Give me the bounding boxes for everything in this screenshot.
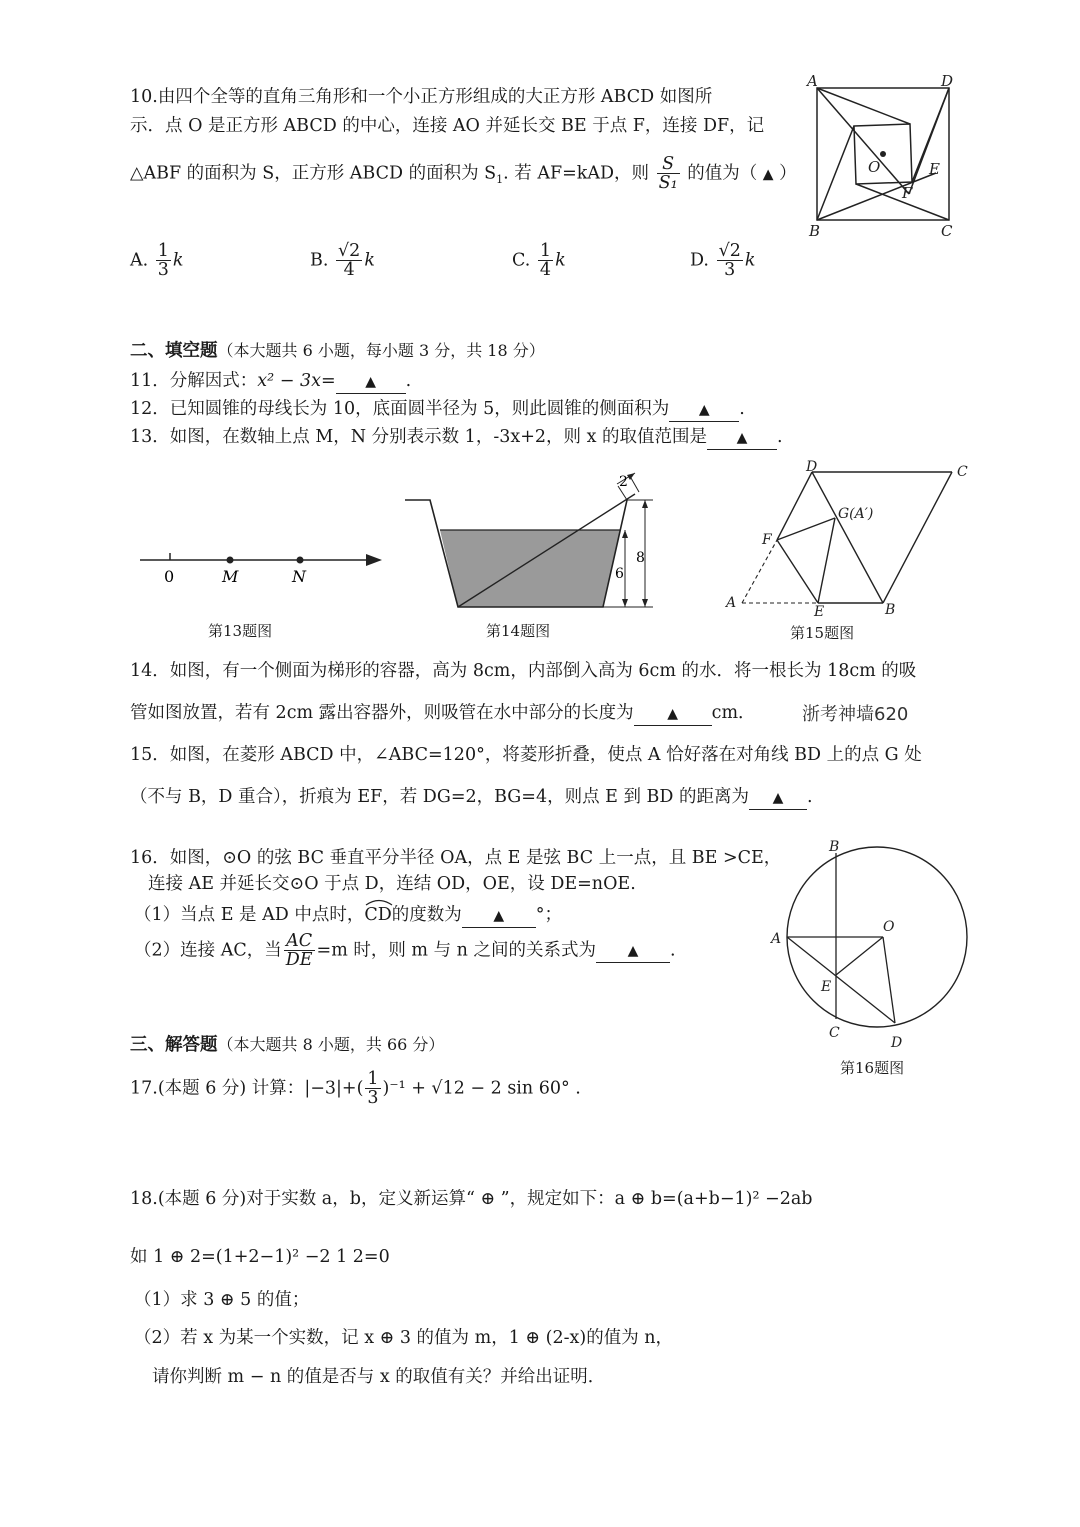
dashed-af bbox=[742, 540, 777, 603]
q11-prefix: 11．分解因式： bbox=[130, 371, 258, 391]
q18-line4: （2）若 x 为某一个实数，记 x ⊕ 3 的值为 m，1 ⊕ (2-x)的值为 n， bbox=[134, 1328, 674, 1348]
side-cb bbox=[883, 472, 952, 603]
q10-line3d: ） bbox=[779, 163, 797, 184]
option-label: A. bbox=[130, 250, 149, 271]
q15-line1: 15．如图，在菱形 ABCD 中，∠ABC=120°，将菱形折叠，使点 A 恰好落在对角线 BD 上的点 G 处 bbox=[130, 745, 922, 765]
q18-line3: （1）求 3 ⊕ 5 的值； bbox=[134, 1290, 310, 1310]
section2-title: 二、填空题 bbox=[130, 341, 218, 361]
fig13-caption: 第13题图 bbox=[208, 622, 273, 640]
q13-end: . bbox=[777, 427, 783, 447]
fig13-number-line bbox=[130, 540, 390, 590]
q17-frac-den: 3 bbox=[367, 1088, 379, 1109]
q18-line2: 如 1 ⊕ 2=(1+2−1)² −2 1 2=0 bbox=[130, 1247, 390, 1267]
tri-line-1 bbox=[817, 88, 910, 124]
q17-frac-num: 1 bbox=[367, 1069, 379, 1089]
label-b: B bbox=[829, 839, 840, 855]
q10-line3b: . 若 AF=kAD，则 bbox=[503, 163, 650, 184]
arrow-up-icon bbox=[622, 530, 628, 538]
q10-line2: 示．点 O 是正方形 ABCD 的中心，连接 AO 并延长交 BE 于点 F，连接 DF，记 bbox=[130, 116, 765, 136]
label-o: O bbox=[883, 919, 895, 935]
q10-option-c bbox=[512, 242, 566, 280]
label-a: A bbox=[771, 931, 782, 947]
q18-line1: 18.(本题 6 分)对于实数 a，b，定义新运算“ ⊕ ”，规定如下：a ⊕ b=(a+b−1)² −2ab bbox=[130, 1189, 813, 1209]
tri-line-4 bbox=[817, 126, 854, 220]
fig14-caption: 第14题图 bbox=[486, 622, 551, 640]
frac-num: 1 bbox=[157, 241, 169, 261]
label-zero: 0 bbox=[164, 567, 175, 586]
q17-fraction bbox=[365, 1070, 380, 1108]
q10-option-a bbox=[130, 242, 184, 280]
label-eight: 8 bbox=[636, 550, 645, 566]
option-tail: k bbox=[172, 250, 184, 271]
label-a: A bbox=[726, 595, 737, 611]
fig16-caption: 第16题图 bbox=[840, 1059, 905, 1077]
q16-line2: 连接 AE 并延长交⊙O 于点 D，连结 OD，OE，设 DE=nOE. bbox=[148, 874, 636, 894]
label-e: E bbox=[821, 979, 832, 995]
water-area bbox=[440, 530, 620, 607]
label-e: E bbox=[929, 160, 940, 178]
q14-blank bbox=[634, 702, 712, 726]
label-f: F bbox=[902, 184, 913, 202]
q12-end: . bbox=[739, 399, 745, 419]
q10-line1: 10.由四个全等的直角三角形和一个小正方形组成的大正方形 ABCD 如图所 bbox=[130, 87, 713, 107]
fig14-container bbox=[405, 470, 670, 615]
fig15-caption: 第15题图 bbox=[790, 624, 855, 642]
q16-end: . bbox=[669, 940, 676, 961]
q14-line2 bbox=[130, 702, 756, 726]
frac-den: 4 bbox=[539, 260, 552, 281]
section2-heading bbox=[130, 340, 545, 363]
q16-arc-text: CD bbox=[364, 905, 392, 925]
q17-rest: )⁻¹ + √12 − 2 sin 60° . bbox=[382, 1078, 581, 1099]
q16-fraction bbox=[284, 932, 315, 970]
q12 bbox=[130, 398, 745, 422]
label-a: A bbox=[807, 72, 818, 90]
arrow-head-icon bbox=[366, 554, 382, 566]
label-c: C bbox=[941, 222, 953, 240]
label-n: N bbox=[292, 567, 306, 586]
label-o: O bbox=[868, 158, 881, 176]
q17-abs: |−3|+( bbox=[304, 1078, 364, 1099]
line-ad bbox=[787, 937, 895, 1023]
q16-mark2: ▲ bbox=[627, 943, 639, 960]
q17 bbox=[130, 1070, 581, 1108]
q15-line2 bbox=[130, 786, 813, 810]
q16-line3c: °； bbox=[535, 905, 562, 925]
option-fraction bbox=[538, 242, 553, 280]
fold-fe bbox=[777, 540, 818, 603]
arrow-down-icon bbox=[622, 599, 628, 607]
q16-line3 bbox=[134, 904, 562, 928]
label-c: C bbox=[829, 1025, 840, 1041]
point-m bbox=[227, 557, 234, 564]
point-n bbox=[297, 557, 304, 564]
label-g: G(A′) bbox=[838, 506, 874, 522]
q16-line4a: （2）连接 AC，当 bbox=[134, 940, 282, 961]
section3-note: （本大题共 8 小题，共 66 分） bbox=[217, 1035, 445, 1054]
q13-text: 13．如图，在数轴上点 M，N 分别表示数 1，-3x+2，则 x 的取值范围是 bbox=[130, 427, 708, 447]
q16-line3a: （1）当点 E 是 AD 中点时， bbox=[134, 905, 365, 925]
q11-mark: ▲ bbox=[365, 374, 377, 390]
section3-title: 三、解答题 bbox=[130, 1035, 218, 1055]
watermark: 浙考神墙620 bbox=[802, 704, 909, 725]
q16-mark1: ▲ bbox=[493, 908, 505, 924]
q16-line3b: 的度数为 bbox=[391, 905, 462, 925]
q18-line5: 请你判断 m − n 的值是否与 x 的取值有关？并给出证明． bbox=[152, 1367, 606, 1387]
q13-mark: ▲ bbox=[736, 430, 748, 446]
frac-num: 1 bbox=[539, 241, 552, 261]
option-fraction bbox=[336, 242, 362, 280]
q16-line4 bbox=[134, 932, 676, 970]
frac-den: 3 bbox=[157, 260, 169, 281]
dim-2-ext2 bbox=[631, 478, 639, 492]
label-d: D bbox=[891, 1035, 903, 1051]
diag-db bbox=[812, 472, 883, 603]
line-af bbox=[817, 88, 909, 194]
option-label: C. bbox=[512, 250, 531, 271]
line-be bbox=[817, 173, 936, 220]
label-c: C bbox=[957, 464, 968, 480]
q16-blank2 bbox=[596, 939, 670, 963]
q12-text: 12．已知圆锥的母线长为 10，底面圆半径为 5，则此圆锥的侧面积为 bbox=[130, 399, 670, 419]
q10-option-b bbox=[310, 242, 375, 280]
q16-line4b: =m 时，则 m 与 n 之间的关系式为 bbox=[316, 940, 596, 961]
q14-line2-text: 管如图放置，若有 2cm 露出容器外，则吸管在水中部分的长度为 bbox=[130, 703, 634, 723]
line-ge bbox=[818, 518, 835, 603]
label-d: D bbox=[941, 72, 954, 90]
frac-den: 4 bbox=[343, 260, 355, 281]
q15-mark: ▲ bbox=[772, 790, 784, 806]
line-df bbox=[909, 88, 949, 194]
frac-den: 3 bbox=[724, 260, 736, 281]
option-tail: k bbox=[744, 250, 756, 271]
q10-line3 bbox=[130, 155, 797, 193]
label-two: 2 bbox=[619, 474, 628, 490]
q10-sub1: 1 bbox=[496, 172, 504, 186]
q11-end: . bbox=[405, 371, 412, 391]
option-label: D. bbox=[690, 250, 709, 271]
q14-line1: 14．如图，有一个侧面为梯形的容器，高为 8cm，内部倒入高为 6cm 的水．将一根长为 18cm 的吸 bbox=[130, 661, 917, 681]
frac-num: √2 bbox=[338, 241, 361, 261]
fig15-rhombus bbox=[720, 460, 980, 625]
label-d: D bbox=[806, 460, 818, 475]
option-fraction bbox=[156, 242, 171, 280]
q10-frac-den: S₁ bbox=[658, 173, 678, 194]
q10-fraction bbox=[657, 155, 680, 193]
fig16-circle bbox=[765, 835, 985, 1055]
q15-end: . bbox=[807, 787, 813, 807]
line-fg bbox=[777, 518, 835, 540]
q10-line3a: △ABF 的面积为 S，正方形 ABCD 的面积为 S bbox=[130, 163, 497, 184]
q12-blank bbox=[669, 398, 739, 422]
q11-blank bbox=[336, 370, 406, 394]
arrow-up-icon bbox=[642, 500, 648, 508]
q11 bbox=[130, 370, 411, 394]
line-od bbox=[883, 937, 895, 1023]
q15-line2-text: （不与 B，D 重合），折痕为 EF，若 DG=2，BG=4，则点 E 到 BD 的距离为 bbox=[130, 787, 749, 807]
q13 bbox=[130, 426, 783, 450]
q10-figure bbox=[805, 70, 965, 242]
line-oe bbox=[836, 937, 883, 975]
option-tail: k bbox=[555, 250, 566, 271]
q10-line3c: 的值为（ bbox=[687, 163, 758, 184]
q10-frac-num: S bbox=[657, 155, 680, 174]
label-m: M bbox=[222, 567, 239, 586]
q13-blank bbox=[707, 426, 777, 450]
side-df bbox=[777, 472, 812, 540]
q16-frac-den: DE bbox=[285, 950, 313, 971]
section2-note: （本大题共 6 小题，每小题 3 分，共 18 分） bbox=[217, 341, 545, 360]
arrow-down-icon bbox=[642, 599, 648, 607]
frac-num: √2 bbox=[718, 241, 741, 261]
q14-mark: ▲ bbox=[667, 706, 679, 722]
section3-heading bbox=[130, 1034, 444, 1057]
q15-blank bbox=[749, 786, 807, 810]
q12-mark: ▲ bbox=[698, 402, 710, 418]
q16-arc bbox=[364, 904, 391, 927]
q10-answer-mark: ▲ bbox=[762, 166, 774, 183]
q11-expr: x² − 3x= bbox=[257, 371, 336, 391]
label-b: B bbox=[809, 222, 821, 240]
q17-prefix: 17.(本题 6 分) 计算： bbox=[130, 1078, 305, 1099]
q16-frac-num: AC bbox=[284, 932, 315, 951]
q16-blank1 bbox=[462, 904, 536, 928]
q10-option-d bbox=[690, 242, 755, 280]
label-six: 6 bbox=[615, 566, 624, 582]
option-label: B. bbox=[310, 250, 329, 271]
q16-line1: 16．如图，⊙O 的弦 BC 垂直平分半径 OA，点 E 是弦 BC 上一点，且 BE >CE， bbox=[130, 848, 782, 868]
point-o bbox=[880, 151, 886, 157]
label-b: B bbox=[885, 602, 896, 618]
option-fraction bbox=[717, 242, 743, 280]
arc-icon bbox=[364, 898, 394, 906]
option-tail: k bbox=[364, 250, 375, 271]
label-e: E bbox=[814, 604, 825, 620]
label-f: F bbox=[762, 532, 772, 548]
q14-unit: cm． bbox=[711, 703, 756, 723]
